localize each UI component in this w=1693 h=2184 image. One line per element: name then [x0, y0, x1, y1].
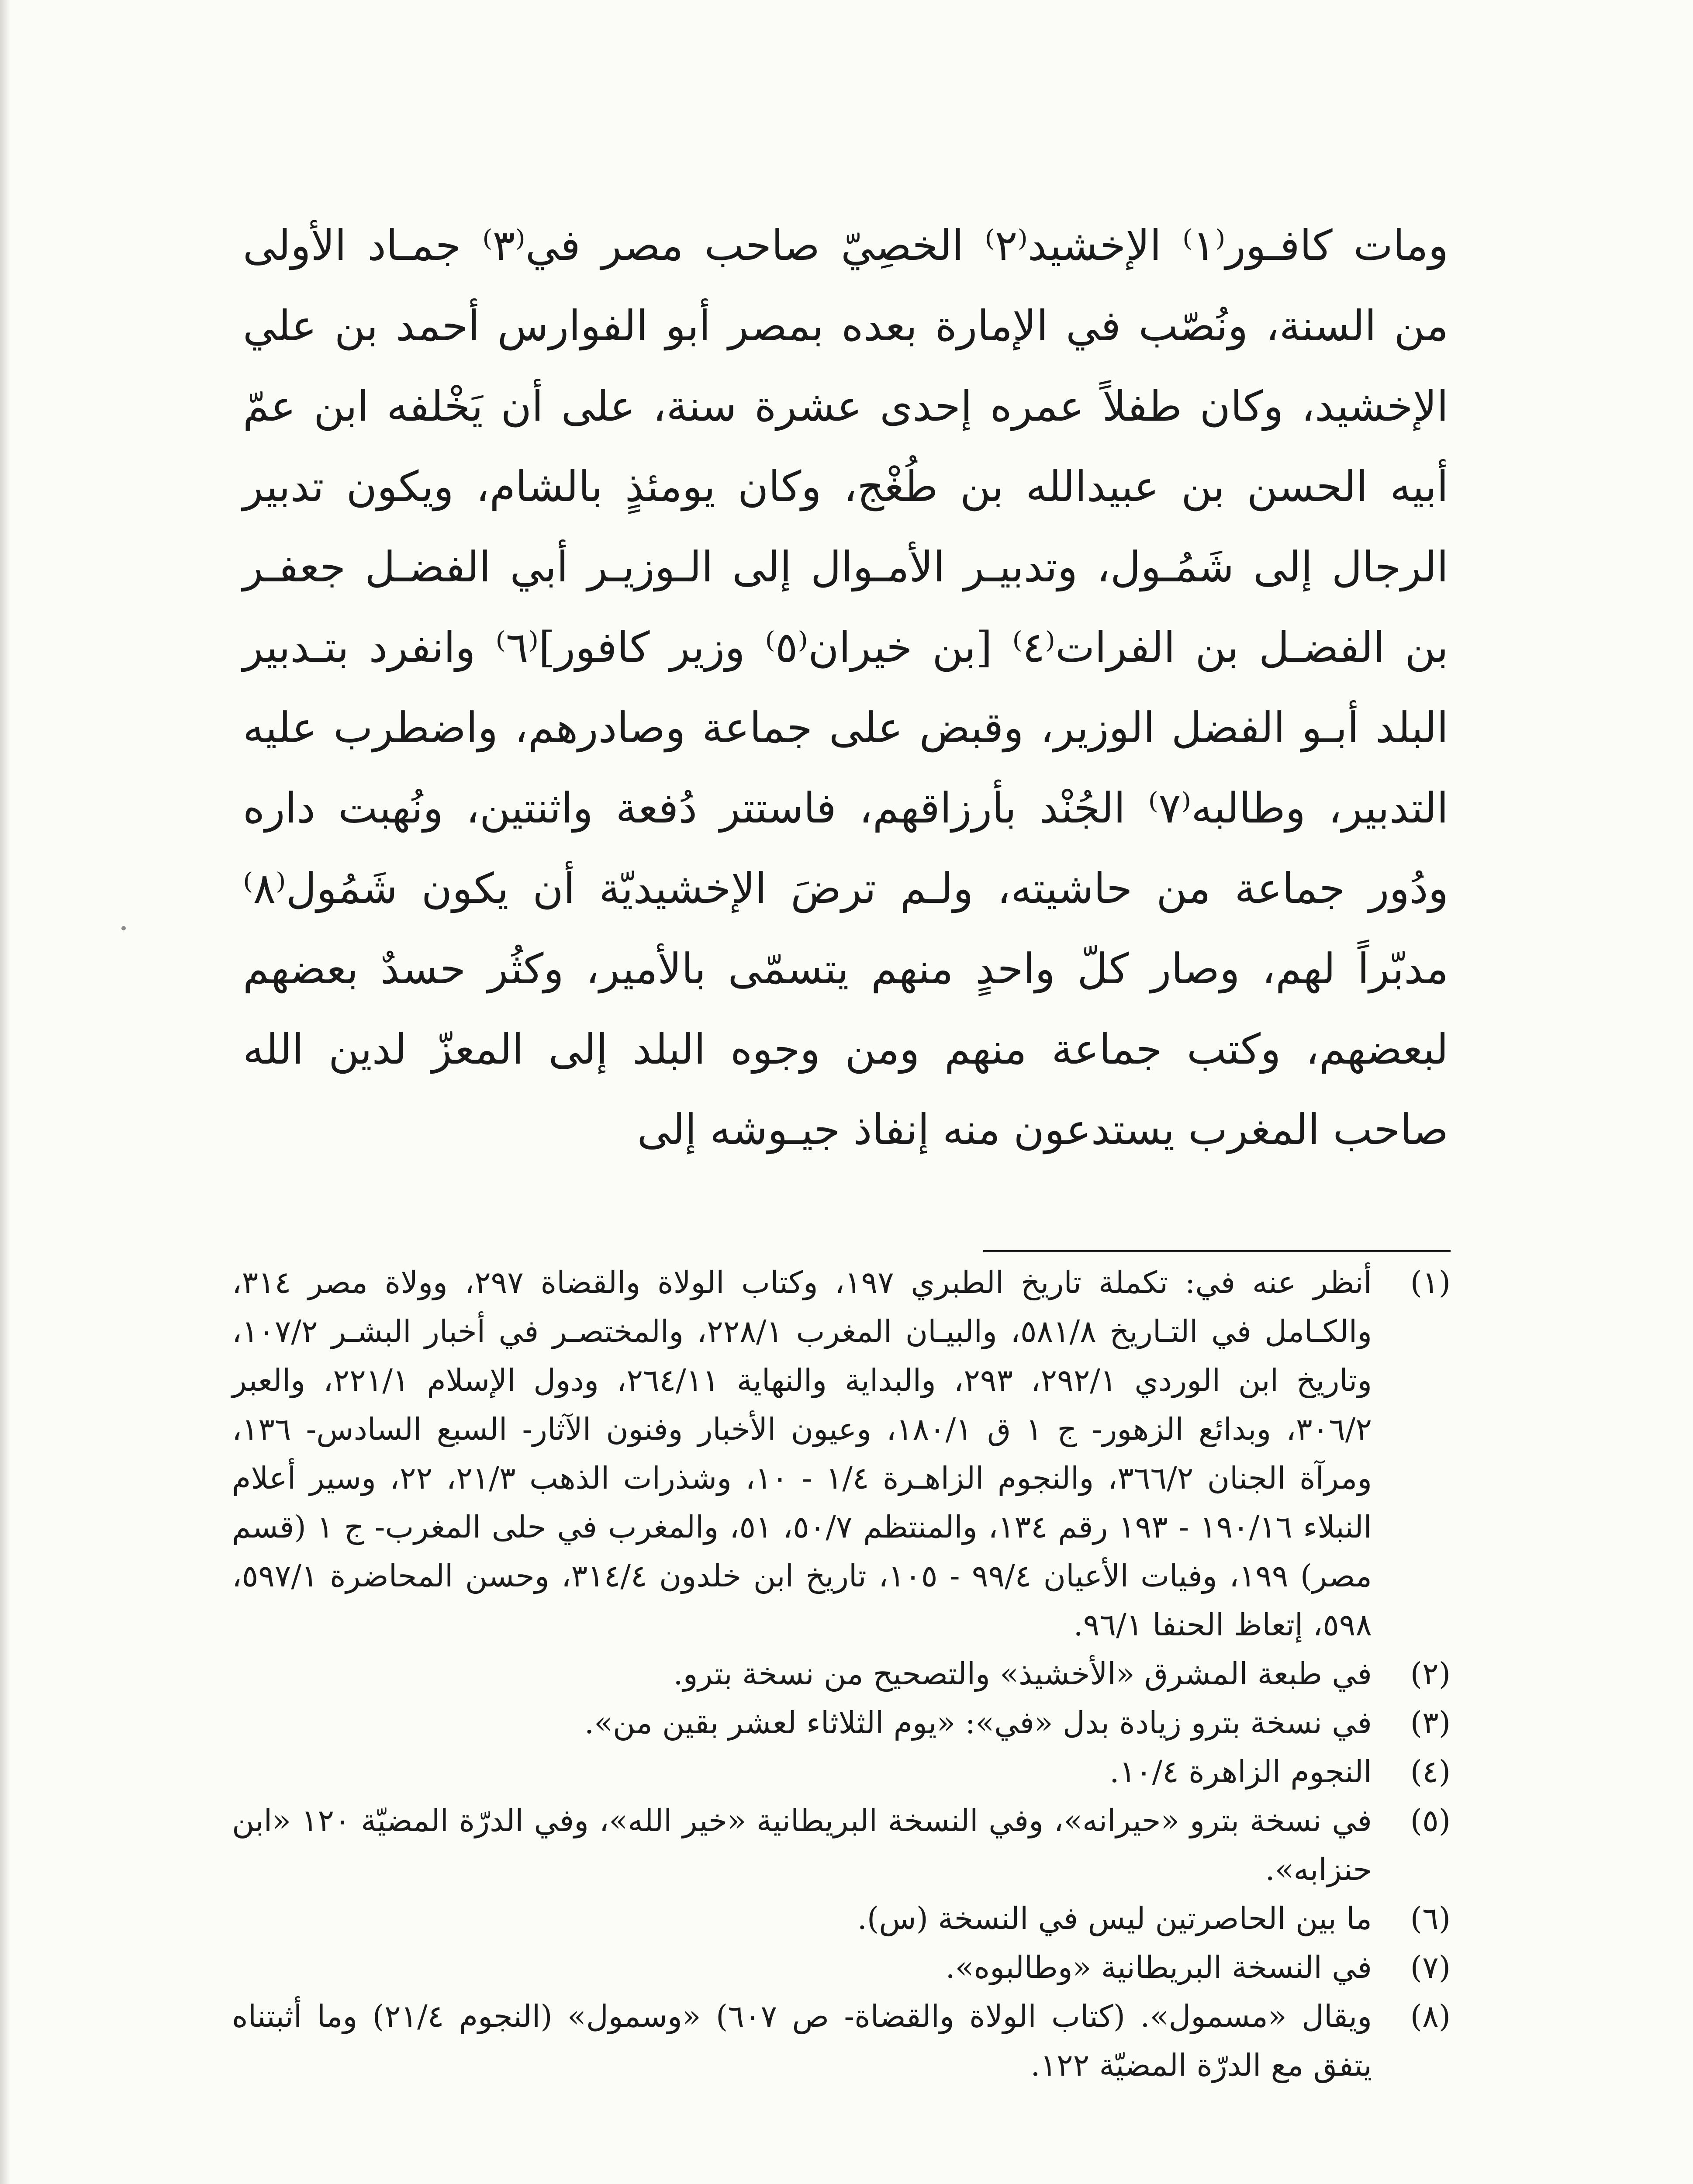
- footnote-2: [232, 1649, 1451, 1698]
- footnote-6: [232, 1894, 1451, 1943]
- footnote-text: في نسخة بترو «حيرانه»، وفي النسخة البريطانية «خير الله»، وفي الدرّة المضيّة ١٢٠ «ابن حنزابه».: [232, 1803, 1372, 1887]
- footnote-text: في النسخة البريطانية «وطالبوه».: [945, 1949, 1372, 1985]
- footnote-text: النجوم الزاهرة ١٠/٤.: [1109, 1754, 1372, 1790]
- footnote-text: في طبعة المشرق «الأخشيذ» والتصحيح من نسخة بترو.: [673, 1656, 1372, 1692]
- footnote-text: في نسخة بترو زيادة بدل «في»: «يوم الثلاثاء لعشر بقين من».: [584, 1705, 1372, 1741]
- footnotes-section: [232, 1258, 1451, 2090]
- footnote-separator-rule: [983, 1250, 1451, 1252]
- footnote-number: (٦): [1410, 1901, 1451, 1936]
- footnote-8: [232, 1992, 1451, 2090]
- footnote-number: (٧): [1410, 1949, 1451, 1985]
- footnote-7: [232, 1943, 1451, 1992]
- footnote-3: [232, 1698, 1451, 1747]
- footnote-number: (٣): [1410, 1705, 1451, 1741]
- footnote-1: [232, 1258, 1451, 1649]
- main-text-block: [243, 205, 1448, 1170]
- footnote-number: (٤): [1410, 1754, 1451, 1790]
- footnote-number: (٢): [1410, 1656, 1451, 1692]
- footnote-text: ويقال «مسمول». (كتاب الولاة والقضاة- ص ٦٠٧) «وسمول» (النجوم ٢١/٤) وما أثبتناه يتفق مع الدرّة المضيّة ١٢٢.: [232, 1998, 1372, 2083]
- page-left-edge: [0, 0, 10, 2184]
- footnote-text: أنظر عنه في: تكملة تاريخ الطبري ١٩٧، وكتاب الولاة والقضاة ٢٩٧، وولاة مصر ٣١٤، والكـامل في التـاريخ ٥٨١/٨، والبيـان المغرب ٢٢٨/١، والمختصـر في أخبار البشـر ١٠٧/٢، وتاريخ ابن الوردي ٢٩٢/١، ٢٩٣، والبداية والنهاية ٢٦٤/١١، ودول الإسلام ٢٢١/١، والعبر ٣٠٦/٢، وبدائع الزهور- ج ١ ق ١٨٠/١، وعيون الأخبار وفنون الآثار- السبع السادس- ١٣٦، ومرآة الجنان ٣٦٦/٢، والنجوم الزاهـرة ١/٤ - ١٠، وشذرات الذهب ٢١/٣، ٢٢، وسير أعلام النبلاء ١٩٠/١٦ - ١٩٣ رقم ١٣٤، والمنتظم ٥٠/٧، ٥١، والمغرب في حلى المغرب- ج ١ (قسم مصر) ١٩٩، وفيات الأعيان ٩٩/٤ - ١٠٥، تاريخ ابن خلدون ٣١٤/٤، وحسن المحاضرة ٥٩٧/١، ٥٩٨، إتعاظ الحنفا ٩٦/١.: [232, 1265, 1372, 1643]
- footnote-number: (١): [1410, 1265, 1451, 1300]
- footnote-4: [232, 1747, 1451, 1796]
- scan-speck: [121, 926, 126, 930]
- footnote-number: (٥): [1410, 1803, 1451, 1838]
- main-paragraph: ومات كافـور⁽١⁾ الإخشيد⁽٢⁾ الخصِيّ صاحب مصر في⁽٣⁾ جمـاد الأولى من السنة، ونُصّب في الإمارة بعده بمصر أبو الفوارس أحمد بن علي الإخشيد، وكان طفلاً عمره إحدى عشرة سنة، على أن يَخْلفه ابن عمّ أبيه الحسن بن عبيدالله بن طُغْج، وكان يومئذٍ بالشام، ويكون تدبير الرجال إلى شَمُـول، وتدبيـر الأمـوال إلى الـوزيـر أبي الفضـل جعفـر بن الفضـل بن الفرات⁽٤⁾ [بن خيران⁽٥⁾ وزير كافور]⁽٦⁾ وانفرد بتـدبير البلد أبـو الفضل الوزير، وقبض على جماعة وصادرهم، واضطرب عليه التدبير، وطالبه⁽٧⁾ الجُنْد بأرزاقهم، فاستتر دُفعة واثنتين، ونُهبت داره ودُور جماعة من حاشيته، ولـم ترضَ الإخشيديّة أن يكون شَمُول⁽٨⁾ مدبّراً لهم، وصار كلّ واحدٍ منهم يتسمّى بالأمير، وكثُر حسدٌ بعضهم لبعضهم، وكتب جماعة منهم ومن وجوه البلد إلى المعزّ لدين الله صاحب المغرب يستدعون منه إنفاذ جيـوشه إلى: [243, 221, 1449, 1154]
- footnote-text: ما بين الحاصرتين ليس في النسخة (س).: [857, 1901, 1372, 1936]
- footnote-number: (٨): [1410, 1998, 1451, 2034]
- footnote-5: [232, 1796, 1451, 1894]
